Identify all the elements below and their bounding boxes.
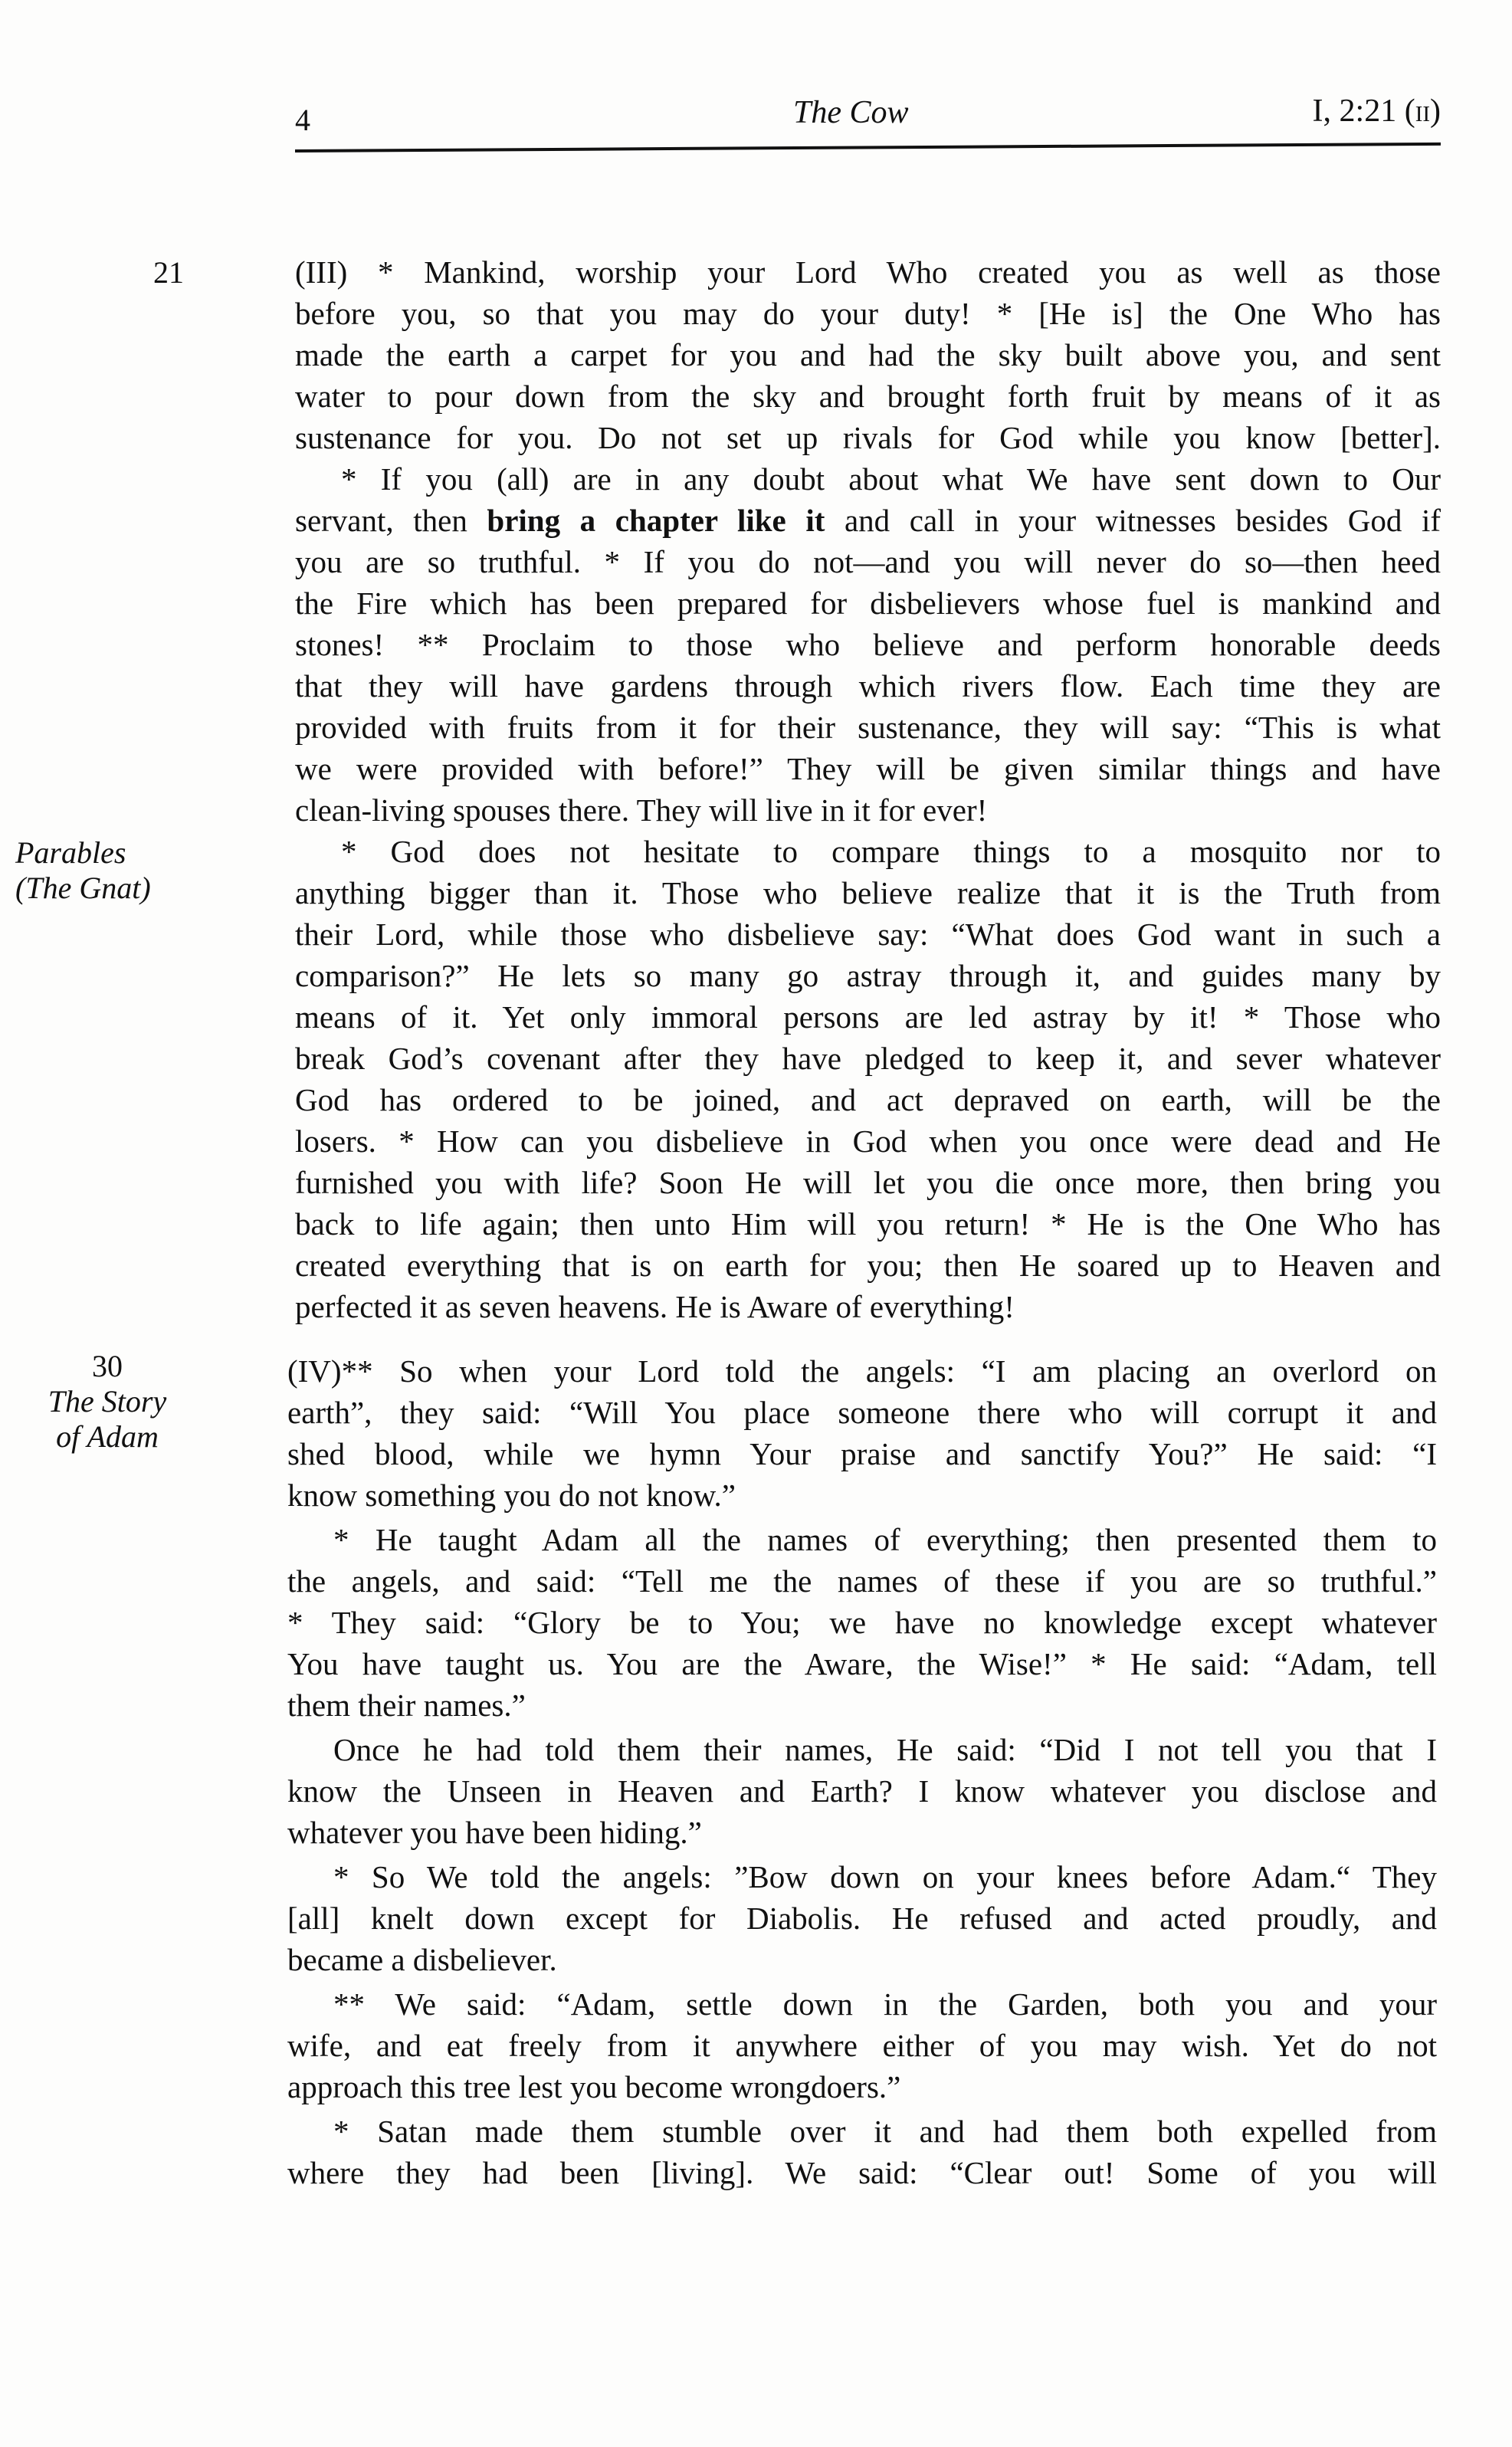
- text-line: * Satan made them stumble over it and had them both expelled from: [333, 2114, 1437, 2149]
- text-line: wife, and eat freely from it anywhere either of you may wish. Yet do not: [287, 2028, 1437, 2063]
- text-line: [all] knelt down except for Diabolis. He refused and acted proudly, and: [287, 1901, 1437, 1936]
- text-line: the Fire which has been prepared for disbelievers whose fuel is mankind and: [295, 586, 1441, 621]
- margin-parables-line1: Parables: [15, 835, 126, 870]
- text-line: provided with fruits from it for their sustenance, they will say: “This is what: [295, 710, 1441, 745]
- section-4-paragraph-5: [287, 1983, 1437, 2108]
- text-line: made the earth a carpet for you and had the sky built above you, and sent: [295, 337, 1441, 372]
- section-4-paragraph-4: [287, 1856, 1437, 1980]
- text-line: before you, so that you may do your duty! * [He is] the One Who has: [295, 296, 1441, 331]
- section-3-paragraph-1: [295, 251, 1441, 458]
- text-line: them their names.”: [287, 1688, 526, 1723]
- bold-emphasis: bring a chapter like it: [487, 503, 825, 538]
- verse-number-21: 21: [153, 255, 184, 290]
- section-4-paragraph-1: [287, 1350, 1437, 1516]
- running-header: [295, 88, 1441, 149]
- text-line: means of it. Yet only immoral persons are led astray by it! * Those who: [295, 999, 1441, 1035]
- text-line: we were provided with before!” They will be given similar things and have: [295, 751, 1441, 786]
- section-3-paragraph-2: [295, 458, 1441, 831]
- text-line: perfected it as seven heavens. He is Aware of everything!: [295, 1289, 1015, 1324]
- text-line: * So We told the angels: ”Bow down on your knees before Adam.“ They: [333, 1859, 1437, 1894]
- text-line: (III) * Mankind, worship your Lord Who created you as well as those: [295, 254, 1441, 290]
- text-line: * God does not hesitate to compare things to a mosquito nor to: [341, 834, 1441, 869]
- text-line: their Lord, while those who disbelieve say: “What does God want in such a: [295, 917, 1441, 952]
- text-line: approach this tree lest you become wrongdoers.”: [287, 2069, 901, 2104]
- text-segment: servant, then: [295, 503, 487, 538]
- page-number: 4: [295, 103, 310, 137]
- text-line: became a disbeliever.: [287, 1942, 557, 1977]
- text-line: furnished you with life? Soon He will let you die once more, then bring you: [295, 1165, 1441, 1200]
- text-line: break God’s covenant after they have pledged to keep it, and sever whatever: [295, 1041, 1441, 1076]
- text-line: stones! ** Proclaim to those who believe and perform honorable deeds: [295, 627, 1441, 662]
- text-line: (IV)** So when your Lord told the angels: “I am placing an overlord on: [287, 1353, 1437, 1389]
- chapter-reference: [1313, 93, 1441, 130]
- text-line: the angels, and said: “Tell me the names of these if you are so truthful.”: [287, 1563, 1437, 1599]
- margin-verse-21: [123, 255, 215, 290]
- text-line: water to pour down from the sky and brought forth fruit by means of it as: [295, 379, 1441, 414]
- section-3: [295, 251, 1441, 1327]
- text-line: You have taught us. You are the Aware, the Wise!” * He said: “Adam, tell: [287, 1646, 1437, 1681]
- text-line: God has ordered to be joined, and act depraved on earth, will be the: [295, 1082, 1441, 1117]
- text-line: * They said: “Glory be to You; we have no knowledge except whatever: [287, 1605, 1437, 1640]
- text-line: clean-living spouses there. They will live in it for ever!: [295, 792, 988, 828]
- text-line-with-emphasis: [295, 500, 1441, 541]
- margin-parables: [15, 835, 192, 906]
- text-line: earth”, they said: “Will You place someone there who will corrupt it and: [287, 1395, 1437, 1430]
- text-line: know the Unseen in Heaven and Earth? I know whatever you disclose and: [287, 1773, 1437, 1809]
- text-line: created everything that is on earth for you; then He soared up to Heaven and: [295, 1248, 1441, 1283]
- text-line: * He taught Adam all the names of everything; then presented them to: [333, 1522, 1437, 1557]
- text-line: comparison?” He lets so many go astray through it, and guides many by: [295, 958, 1441, 993]
- section-4-paragraph-2: [287, 1519, 1437, 1726]
- text-line: back to life again; then unto Him will you return! * He is the One Who has: [295, 1206, 1441, 1242]
- text-line: know something you do not know.”: [287, 1478, 736, 1513]
- reference-section: (ii): [1404, 93, 1441, 129]
- margin-parables-line2: (The Gnat): [15, 871, 151, 905]
- text-line: losers. * How can you disbelieve in God when you once were dead and He: [295, 1123, 1441, 1159]
- text-line: sustenance for you. Do not set up rivals for God while you know [better].: [295, 420, 1441, 455]
- margin-story-of-adam: [38, 1349, 176, 1455]
- text-line: you are so truthful. * If you do not—and you will never do so—then heed: [295, 544, 1441, 579]
- margin-adam-line2: of Adam: [56, 1419, 159, 1454]
- verse-number-30: 30: [92, 1349, 123, 1383]
- section-4-paragraph-6: [287, 2111, 1437, 2193]
- section-4: [287, 1350, 1437, 2193]
- text-line: that they will have gardens through which rivers flow. Each time they are: [295, 668, 1441, 704]
- section-3-paragraph-3: [295, 831, 1441, 1327]
- reference-main: I, 2:21: [1312, 93, 1405, 129]
- text-line: where they had been [living]. We said: “Clear out! Some of you will: [287, 2155, 1437, 2190]
- text-line: whatever you have been hiding.”: [287, 1815, 702, 1850]
- chapter-title: The Cow: [793, 95, 909, 130]
- text-segment: and call in your witnesses besides God if: [825, 503, 1441, 538]
- text-line: anything bigger than it. Those who believe realize that it is the Truth from: [295, 875, 1441, 910]
- text-line: Once he had told them their names, He said: “Did I not tell you that I: [333, 1732, 1437, 1767]
- text-line: ** We said: “Adam, settle down in the Garden, both you and your: [333, 1986, 1437, 2022]
- header-rule: [295, 143, 1441, 153]
- text-line: shed blood, while we hymn Your praise and sanctify You?” He said: “I: [287, 1436, 1437, 1471]
- margin-adam-line1: The Story: [48, 1384, 167, 1419]
- text-line: * If you (all) are in any doubt about what We have sent down to Our: [341, 461, 1441, 497]
- section-4-paragraph-3: [287, 1729, 1437, 1853]
